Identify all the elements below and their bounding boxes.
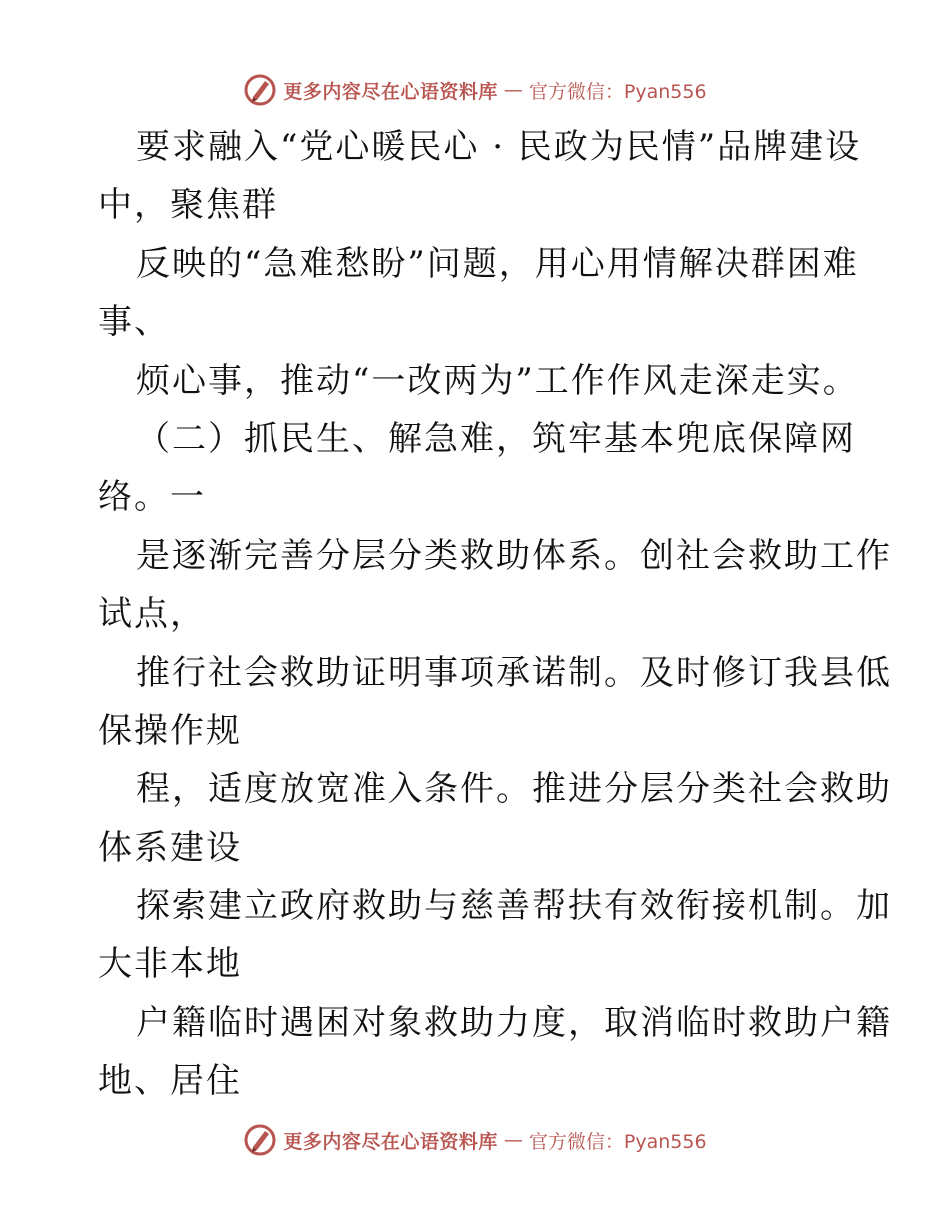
watermark-header (0, 70, 950, 110)
watermark-contact: 官方微信：Pyan556 (528, 1130, 707, 1153)
text-line: 络。一 (98, 477, 206, 518)
text-line: 探索建立政府救助与慈善帮扶有效衔接机制。加 (136, 886, 892, 927)
watermark-title: 更多内容尽在心语资料库 (283, 80, 498, 103)
text-line: 大非本地 (98, 944, 242, 985)
text-line: 户籍临时遇困对象救助力度，取消临时救助户籍 (136, 1002, 892, 1043)
text-line: 体系建设 (98, 827, 242, 868)
text-line: 推行社会救助证明事项承诺制。及时修订我县低 (136, 652, 892, 693)
text-line: 程，适度放宽准入条件。推进分层分类社会救助 (136, 769, 892, 810)
text-line: 事、 (98, 302, 170, 343)
text-line: 中，聚焦群 (98, 185, 278, 226)
watermark-title: 更多内容尽在心语资料库 (283, 1130, 498, 1153)
watermark-footer (0, 1120, 950, 1160)
watermark-separator: — (503, 1129, 523, 1151)
pen-logo-icon (243, 1123, 277, 1157)
text-line: 地、居住 (98, 1061, 242, 1102)
text-line: （二）抓民生、解急难，筑牢基本兜底保障网 (136, 418, 856, 459)
document-body (98, 118, 892, 1111)
text-line: 要求融入“党心暖民心 · 民政为民情”品牌建设 (136, 127, 862, 167)
watermark-separator: — (503, 79, 523, 101)
text-line: 烦心事，推动“一改两为”工作作风走深走实。 (136, 360, 859, 401)
pen-logo-icon (243, 73, 277, 107)
watermark-contact: 官方微信：Pyan556 (528, 80, 707, 103)
text-line: 保操作规 (98, 710, 242, 751)
text-line: 反映的“急难愁盼”问题，用心用情解决群困难 (136, 243, 859, 284)
text-line: 是逐渐完善分层分类救助体系。创社会救助工作 (136, 535, 892, 576)
text-line: 试点， (98, 594, 206, 635)
